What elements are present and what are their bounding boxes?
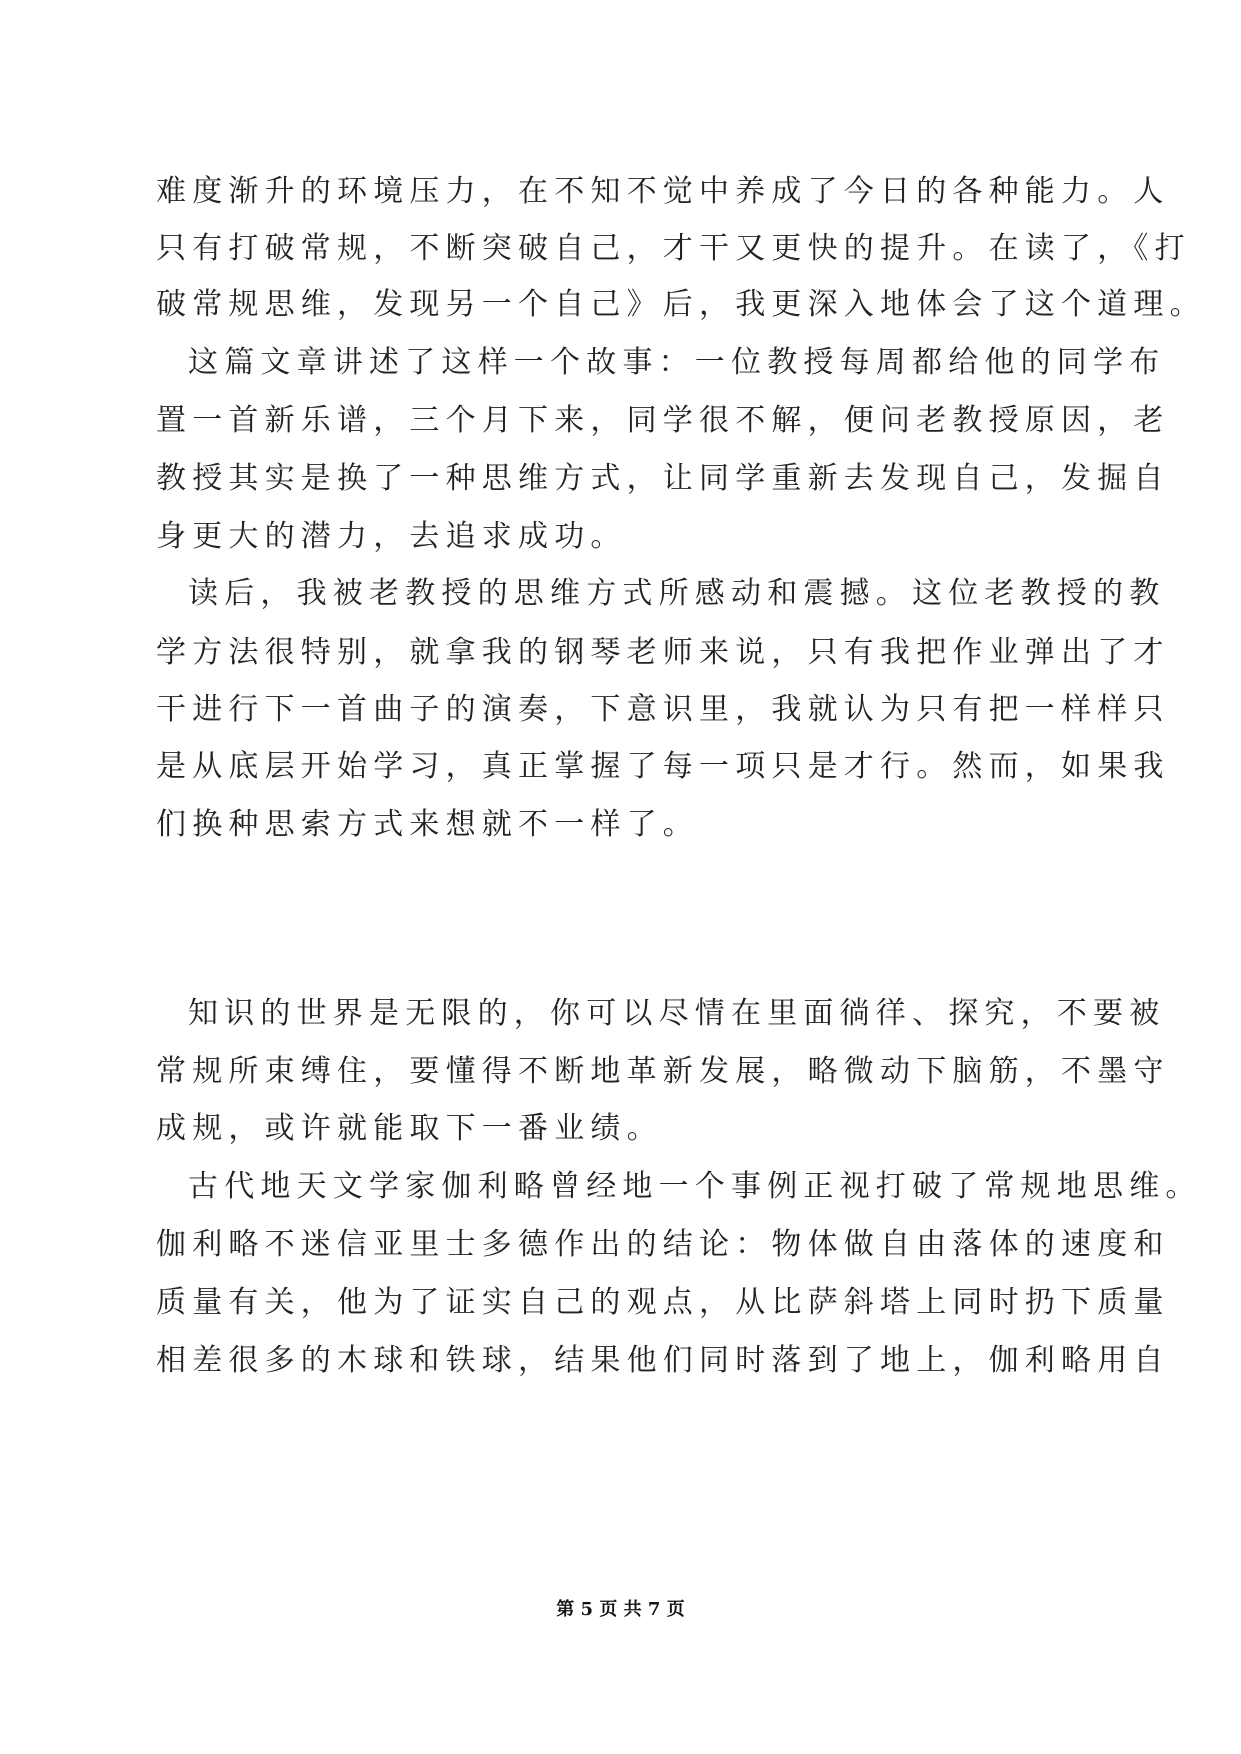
paragraph-5-line-2: 伽利略不迷信亚里士多德作出的结论：物体做自由落体的速度和	[156, 1227, 1170, 1262]
paragraph-2-line-4: 身更大的潜力，去追求成功。	[156, 519, 627, 554]
paragraph-1-line-1: 难度渐升的环境压力，在不知不觉中养成了今日的各种能力。人	[156, 174, 1170, 209]
footer-middle: 页 共	[599, 1599, 642, 1620]
footer-suffix: 页	[666, 1599, 685, 1620]
page-number-footer	[0, 1598, 1241, 1622]
paragraph-3-line-1: 读后，我被老教授的思维方式所感动和震撼。这位老教授的教	[188, 576, 1166, 611]
footer-current-page: 5	[580, 1599, 594, 1620]
paragraph-1-line-3: 破常规思维，发现另一个自己》后，我更深入地体会了这个道理。	[156, 287, 1206, 322]
paragraph-2-line-2: 置一首新乐谱，三个月下来，同学很不解，便问老教授原因，老	[156, 403, 1170, 438]
paragraph-3-line-2: 学方法很特别，就拿我的钢琴老师来说，只有我把作业弹出了才	[156, 635, 1170, 670]
paragraph-5-line-1: 古代地天文学家伽利略曾经地一个事例正视打破了常规地思维。	[188, 1169, 1202, 1204]
footer-total-pages: 7	[647, 1599, 661, 1620]
paragraph-3-line-5: 们换种思索方式来想就不一样了。	[156, 807, 699, 842]
paragraph-5-line-4: 相差很多的木球和铁球，结果他们同时落到了地上，伽利略用自	[156, 1343, 1170, 1378]
paragraph-2-line-1: 这篇文章讲述了这样一个故事：一位教授每周都给他的同学布	[188, 345, 1166, 380]
paragraph-4-line-2: 常规所束缚住，要懂得不断地革新发展，略微动下脑筋，不墨守	[156, 1054, 1170, 1089]
paragraph-1-line-2: 只有打破常规，不断突破自己，才干又更快的提升。在读了，《打	[156, 231, 1191, 266]
paragraph-4-line-1: 知识的世界是无限的，你可以尽情在里面徜徉、探究，不要被	[188, 996, 1166, 1031]
paragraph-3-line-4: 是从底层开始学习，真正掌握了每一项只是才行。然而，如果我	[156, 749, 1170, 784]
footer-prefix: 第	[556, 1599, 575, 1620]
paragraph-4-line-3: 成规，或许就能取下一番业绩。	[156, 1111, 663, 1146]
paragraph-2-line-3: 教授其实是换了一种思维方式，让同学重新去发现自己，发掘自	[156, 461, 1170, 496]
paragraph-5-line-3: 质量有关，他为了证实自己的观点，从比萨斜塔上同时扔下质量	[156, 1285, 1170, 1320]
paragraph-3-line-3: 干进行下一首曲子的演奏，下意识里，我就认为只有把一样样只	[156, 692, 1170, 727]
